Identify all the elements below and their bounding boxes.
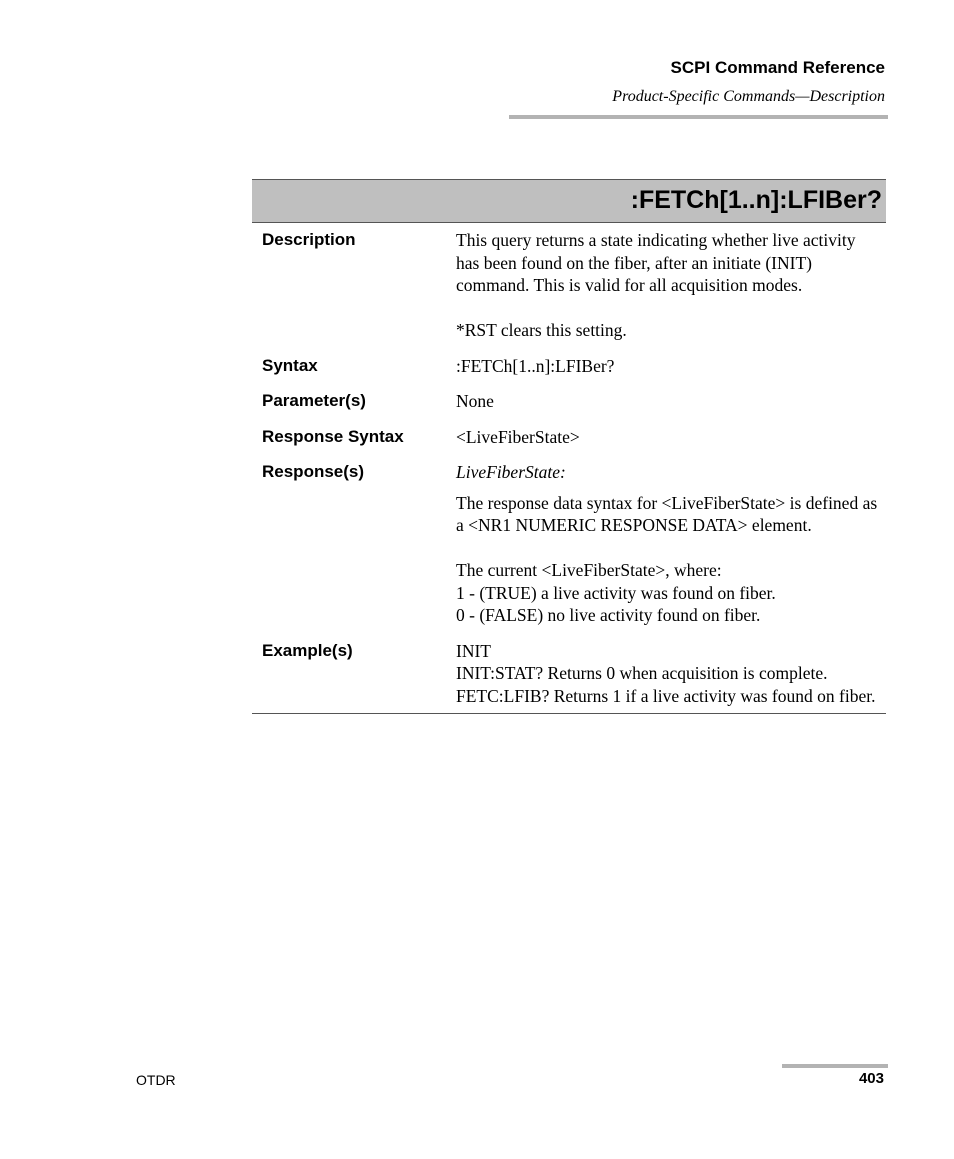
- response-definition: The response data syntax for <LiveFiberState> is defined as a <NR1 NUMERIC RESPONSE DATA> element.: [456, 492, 878, 535]
- parameters-value: None: [456, 391, 494, 411]
- example-line: INIT:STAT? Returns 0 when acquisition is complete.: [456, 663, 828, 683]
- row-syntax: [252, 355, 886, 378]
- response-syntax-label: Response Syntax: [262, 426, 404, 446]
- description-text: This query returns a state indicating whether live activity has been found on the fiber, after an initiate (INIT) command. This is valid for all acquisition modes.: [456, 230, 856, 295]
- response-intro: The current <LiveFiberState>, where:: [456, 560, 722, 580]
- footer-product: OTDR: [136, 1072, 176, 1088]
- footer-rule: [782, 1064, 888, 1068]
- response-value-true: 1 - (TRUE) a live activity was found on fiber.: [456, 582, 776, 603]
- examples-label: Example(s): [262, 640, 353, 660]
- responses-label: Response(s): [262, 462, 365, 481]
- row-parameters: [252, 390, 886, 413]
- description-label: Description: [262, 230, 356, 249]
- page-number: 403: [858, 1070, 884, 1087]
- parameters-label: Parameter(s): [262, 391, 366, 410]
- example-line: FETC:LFIB? Returns 1 if a live activity was found on fiber.: [456, 685, 876, 706]
- responses-body: [456, 461, 886, 627]
- row-response-syntax: [252, 426, 886, 449]
- row-examples: [252, 640, 886, 708]
- row-description: [252, 229, 886, 342]
- command-title-bar: [252, 179, 886, 223]
- syntax-value: :FETCh[1..n]:LFIBer?: [456, 355, 615, 376]
- command-title: :FETCh[1..n]:LFIBer?: [630, 186, 882, 214]
- syntax-label: Syntax: [262, 355, 318, 375]
- page-header-title: SCPI Command Reference: [670, 58, 885, 77]
- page-header-subtitle: Product-Specific Commands—Description: [612, 88, 885, 105]
- response-value-false: 0 - (FALSE) no live activity found on fiber.: [456, 605, 761, 625]
- command-table: [252, 224, 886, 714]
- response-syntax-value: <LiveFiberState>: [456, 426, 580, 447]
- description-note: *RST clears this setting.: [456, 320, 627, 340]
- response-name: LiveFiberState:: [456, 462, 566, 482]
- header-rule: [509, 115, 888, 119]
- row-responses: [252, 461, 886, 627]
- description-body: [456, 229, 886, 342]
- examples-body: [456, 640, 886, 708]
- example-line: INIT: [456, 640, 491, 661]
